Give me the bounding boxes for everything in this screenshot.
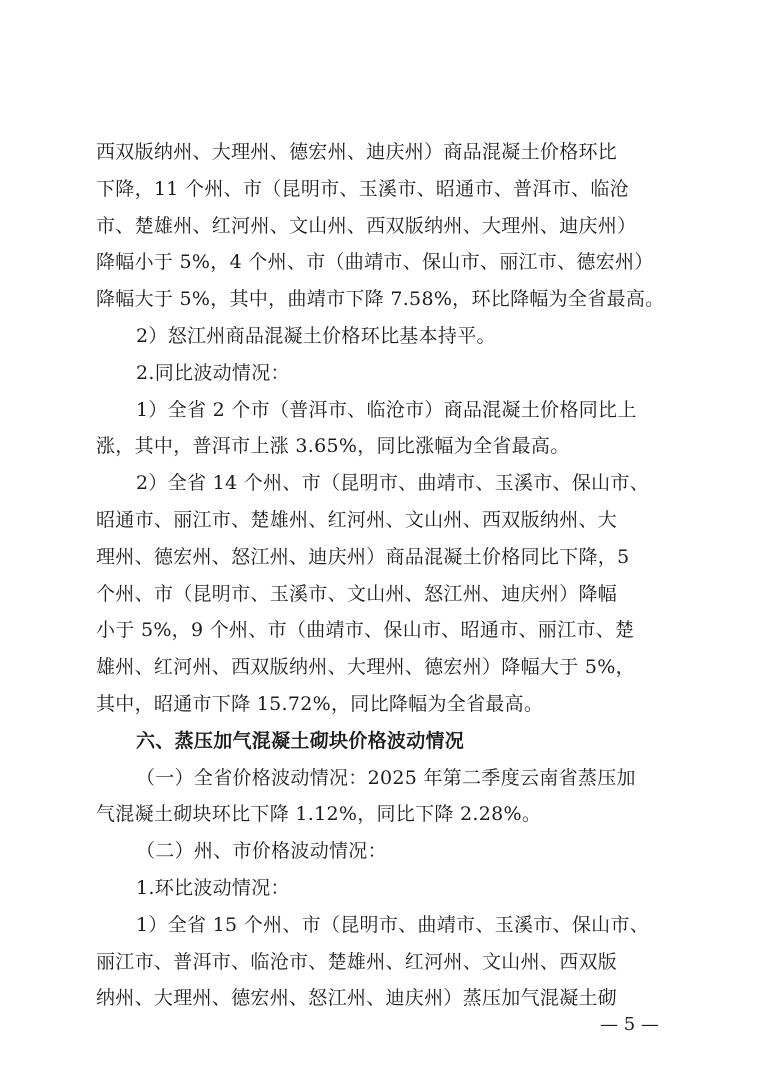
text-line: 丽江市、普洱市、临沧市、楚雄州、红河州、文山州、西双版 — [96, 950, 618, 973]
text-line: 理州、德宏州、怒江州、迪庆州）商品混凝土价格同比下降，5 — [96, 545, 630, 568]
text-line: （二）州、市价格波动情况： — [136, 840, 387, 863]
text-line: 降幅大于 5%，其中，曲靖市下降 7.58%，环比降幅为全省最高。 — [96, 288, 665, 311]
text-line: 雄州、红河州、西双版纳州、大理州、德宏州）降幅大于 5%， — [96, 656, 635, 679]
text-line: 2）怒江州商品混凝土价格环比基本持平。 — [136, 324, 496, 347]
text-line: 西双版纳州、大理州、德宏州、迪庆州）商品混凝土价格环比 — [96, 141, 618, 163]
page-number: — 5 — — [600, 1014, 659, 1035]
text-line: 其中，昭通市下降 15.72%，同比降幅为全省最高。 — [96, 692, 544, 715]
text-line: 下降，11 个州、市（昆明市、玉溪市、昭通市、普洱市、临沧 — [96, 177, 629, 200]
text-line: （一）全省价格波动情况：2025 年第二季度云南省蒸压加 — [136, 766, 636, 789]
text-line: 1）全省 15 个州、市（昆明市、曲靖市、玉溪市、保山市、 — [136, 913, 650, 936]
document-body — [96, 134, 676, 1017]
text-line: 纳州、大理州、德宏州、怒江州、迪庆州）蒸压加气混凝土砌 — [96, 987, 618, 1010]
text-line: 2.同比波动情况： — [136, 361, 290, 384]
text-line: 降幅小于 5%，4 个州、市（曲靖市、保山市、丽江市、德宏州） — [96, 251, 654, 274]
text-line: 昭通市、丽江市、楚雄州、红河州、文山州、西双版纳州、大 — [96, 508, 618, 531]
text-line: 个州、市（昆明市、玉溪市、文山州、怒江州、迪庆州）降幅 — [96, 582, 618, 605]
text-line: 涨，其中，普洱市上涨 3.65%，同比涨幅为全省最高。 — [96, 435, 570, 458]
text-line: 2）全省 14 个州、市（昆明市、曲靖市、玉溪市、保山市、 — [136, 472, 650, 495]
text-line: 气混凝土砌块环比下降 1.12%，同比下降 2.28%。 — [96, 803, 542, 826]
text-line: 小于 5%，9 个州、市（曲靖市、保山市、昭通市、丽江市、楚 — [96, 619, 635, 642]
text-line: 市、楚雄州、红河州、文山州、西双版纳州、大理州、迪庆州） — [96, 214, 637, 237]
section-heading: 六、蒸压加气混凝土砌块价格波动情况 — [136, 729, 465, 752]
text-line: 1）全省 2 个市（普洱市、临沧市）商品混凝土价格同比上 — [136, 398, 637, 421]
text-line: 1.环比波动情况： — [136, 876, 290, 899]
